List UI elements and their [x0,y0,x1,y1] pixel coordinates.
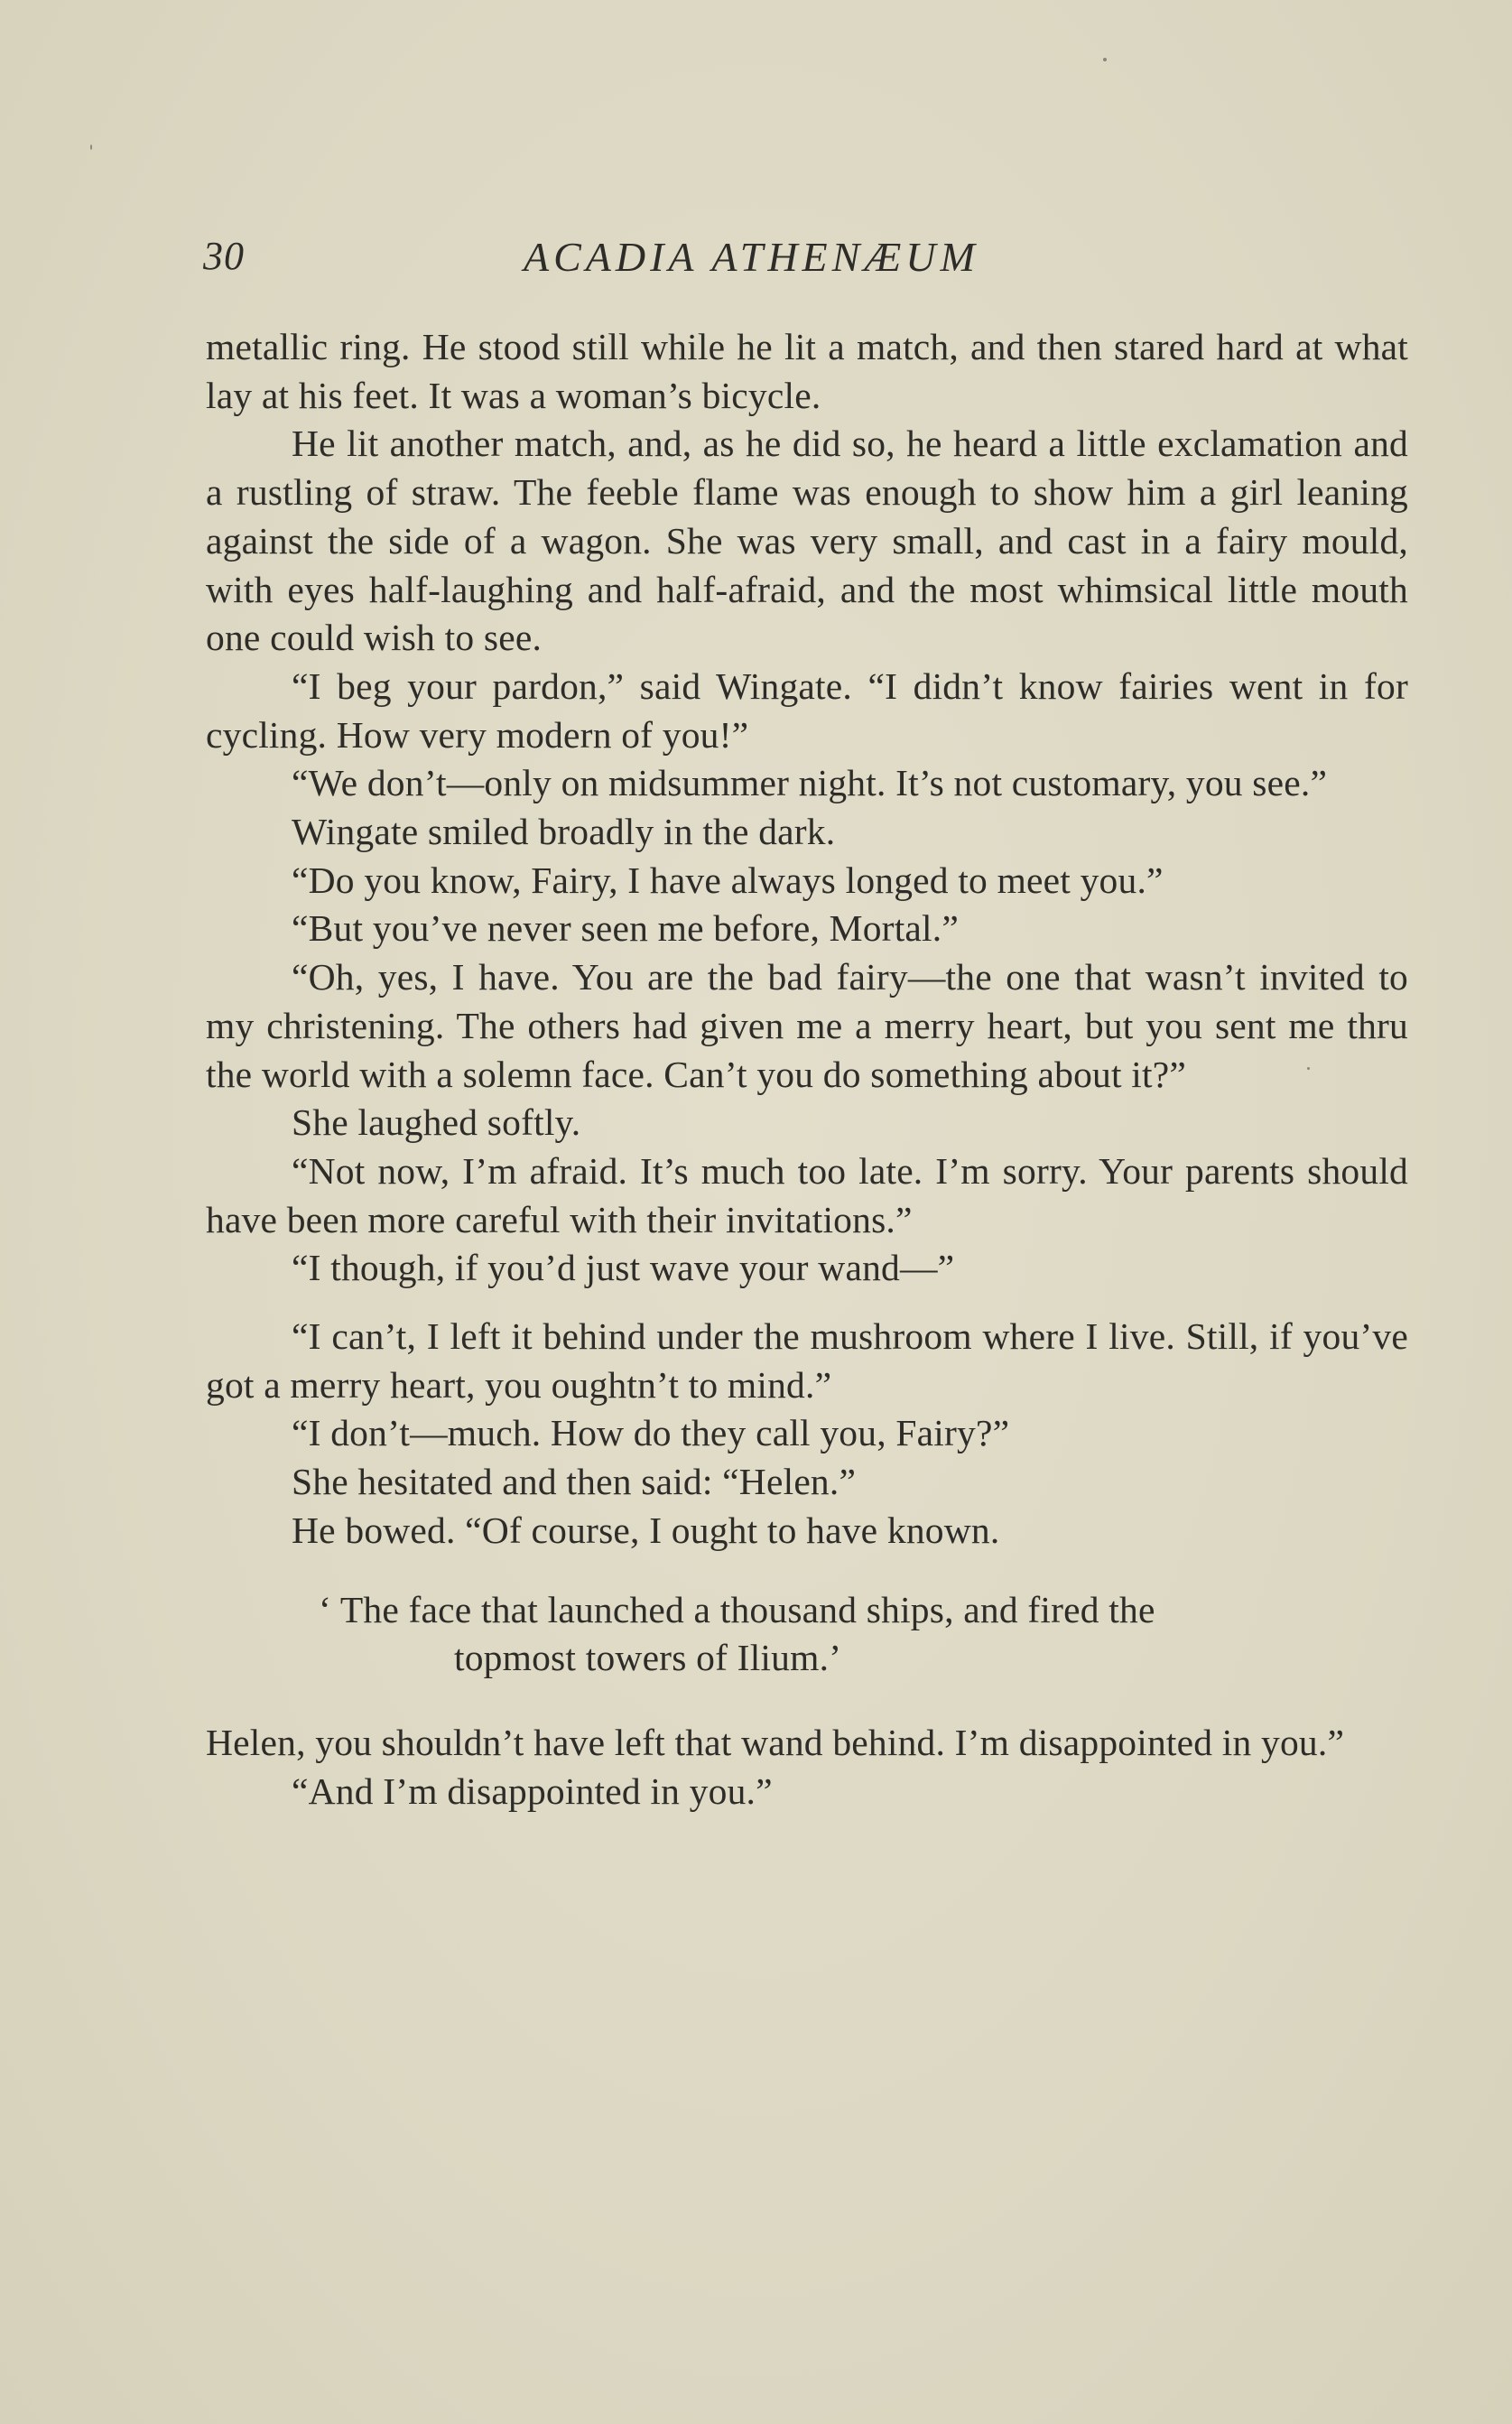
paragraph: “And I’m disappointed in you.” [292,1769,773,1812]
paragraph: “I though, if you’d just wave your wand—” [292,1247,955,1289]
paragraph: Helen, you shouldn’t have left that wand behind. I’m disappointed in you.” [206,1721,1345,1763]
paragraph: He lit another match, and, as he did so, he heard a little exclamation and a rustling of straw. The feeble flame was enough to show him a girl leaning against the side of a wagon. She was very small, and cast in a fairy mould, with eyes half-laughing and half-afraid, and the most whimsical little mouth one could wish to see. [206,423,1408,659]
verse-quote [206,1586,1408,1683]
paragraph: “We don’t—only on midsummer night. It’s not customary, you see.” [292,762,1328,804]
verse-quote-line: ‘ The face that launched a thousand ships, and fired the [319,1588,1155,1630]
page-header [203,233,1413,287]
page-number: 30 [203,234,245,278]
paragraph: She laughed softly. [292,1101,581,1144]
running-head: ACADIA ATHENÆUM [524,234,979,280]
paragraph: “Not now, I’m afraid. It’s much too late. I’m sorry. Your parents should have been more careful with their invitations.” [206,1149,1408,1240]
paragraph: metallic ring. He stood still while he lit a match, and then stared hard at what lay at his feet. It was a woman’s bicycle. [206,326,1408,416]
body-text [206,323,1408,1816]
paragraph: “I don’t—much. How do they call you, Fairy?” [292,1412,1010,1454]
paragraph: “I can’t, I left it behind under the mushroom where I live. Still, if you’ve got a merry heart, you oughtn’t to mind.” [206,1315,1408,1406]
paper-speck [1307,1067,1310,1070]
paragraph: She hesitated and then said: “Helen.” [292,1461,857,1503]
paragraph: “But you’ve never seen me before, Mortal.” [292,907,959,950]
paragraph: Wingate smiled broadly in the dark. [292,811,836,853]
paragraph: “Oh, yes, I have. You are the bad fairy—the one that wasn’t invited to my christening. The others had given me a merry heart, but you sent me thru the world with a solemn face. Can’t you do something about it?” [206,956,1408,1095]
paragraph: “I beg your pardon,” said Wingate. “I didn’t know fairies went in for cycling. How very modern of you!” [206,664,1408,756]
paper-speck [1103,58,1107,61]
paragraph: “Do you know, Fairy, I have always longed to meet you.” [292,859,1164,901]
paragraph: He bowed. “Of course, I ought to have known. [292,1509,1000,1551]
verse-quote-line: topmost towers of Ilium.’ [454,1637,842,1679]
paper-speck [90,144,92,150]
